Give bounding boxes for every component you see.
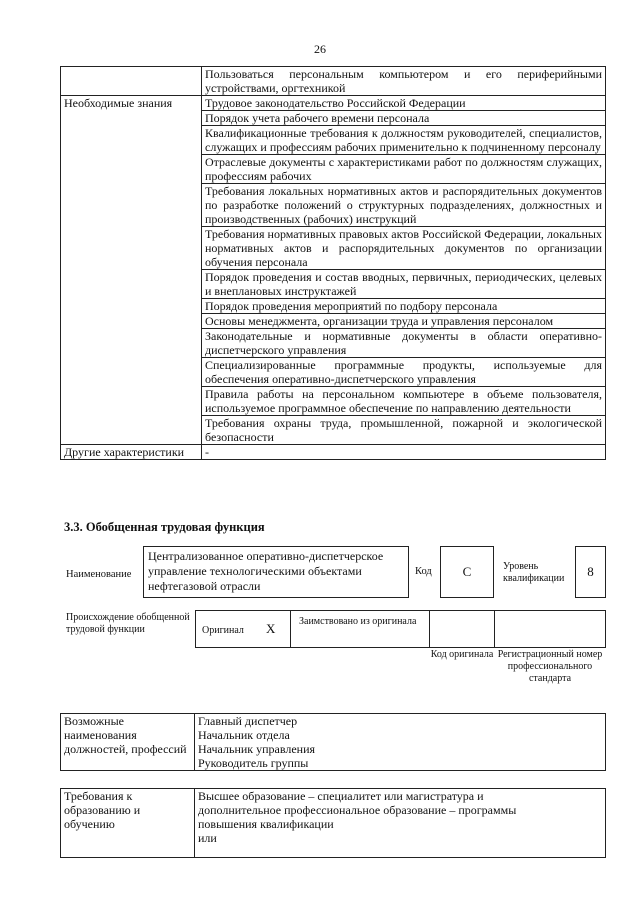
reg-number-caption: Регистрационный номер профессионального стандарта: [497, 649, 603, 684]
code-value: C: [462, 564, 472, 579]
name-label: Наименование: [66, 569, 132, 580]
education-label: Требования к образованию и обучению: [61, 789, 195, 858]
list-item: повышения квалификации: [198, 817, 334, 831]
code-label: Код: [415, 566, 432, 577]
row-text: Законодательные и нормативные документы в области оперативно-диспетчерского управления: [202, 329, 606, 358]
positions-label: Возможные наименования должностей, профессий: [61, 714, 195, 771]
positions-list: [195, 714, 606, 771]
row-text: Требования нормативных правовых актов Российской Федерации, локальных нормативных актов и распорядительных документов по организации обучения персонала: [202, 227, 606, 270]
origin-code-caption: Код оригинала: [430, 649, 494, 660]
list-item: Руководитель группы: [198, 756, 309, 770]
original-label: Оригинал: [202, 625, 244, 636]
row-text: Отраслевые документы с характеристиками работ по должностям служащих, профессиям рабочих: [202, 155, 606, 184]
list-item: дополнительное профессиональное образование – программы: [198, 803, 517, 817]
origin-label: Происхождение обобщенной трудовой функции: [66, 612, 190, 635]
list-item: Начальник отдела: [198, 728, 290, 742]
level-label: Уровень квалификации: [503, 561, 565, 584]
level-box: [575, 546, 606, 598]
function-name-value: Централизованное оперативно-диспетчерское управление технологическими объектами нефтегазовой отрасли: [148, 549, 384, 593]
origin-code-cell: [429, 610, 495, 648]
borrowed-label: Заимствовано из оригинала: [299, 616, 417, 627]
reg-number-cell: [494, 610, 606, 648]
original-mark: X: [266, 621, 276, 636]
row-text: Порядок проведения и состав вводных, первичных, периодических, целевых и внеплановых инструктажей: [202, 270, 606, 299]
row-text: Правила работы на персональном компьютере в объеме пользователя, используемое программное обеспечение по направлению деятельности: [202, 387, 606, 416]
row-text: Порядок проведения мероприятий по подбору персонала: [202, 299, 606, 314]
table-row: [61, 67, 606, 96]
section-title: 3.3. Обобщенная трудовая функция: [64, 520, 265, 534]
list-item: или: [198, 831, 217, 845]
level-value: 8: [587, 564, 594, 579]
list-item: Высшее образование – специалитет или магистратура и: [198, 789, 484, 803]
positions-table: [60, 713, 606, 771]
row-text: Требования локальных нормативных актов и распорядительных документов по разработке положений о структурных подразделениях, должностных и производственных (рабочих) инструкций: [202, 184, 606, 227]
list-item: Главный диспетчер: [198, 714, 298, 728]
row-label: [61, 67, 202, 96]
row-text: Порядок учета рабочего времени персонала: [202, 111, 606, 126]
function-name-box: [143, 546, 409, 598]
row-text: Основы менеджмента, организации труда и управления персоналом: [202, 314, 606, 329]
table-row: [61, 445, 606, 460]
row-text: Трудовое законодательство Российской Федерации: [202, 96, 606, 111]
education-table: [60, 788, 606, 858]
code-box: [440, 546, 494, 598]
list-item: Начальник управления: [198, 742, 316, 756]
row-label: Другие характеристики: [61, 445, 202, 460]
page-number: 26: [314, 42, 326, 56]
original-cell: [195, 610, 291, 648]
table-row: [61, 96, 606, 111]
row-text: Пользоваться персональным компьютером и его периферийными устройствами, оргтехникой: [202, 67, 606, 96]
borrowed-cell: [290, 610, 430, 648]
row-label: Необходимые знания: [61, 96, 202, 445]
row-text: Специализированные программные продукты, используемые для обеспечения оперативно-диспетчерского управления: [202, 358, 606, 387]
row-text: Квалификационные требования к должностям руководителей, специалистов, служащих и профессиям рабочих применительно к подчиненному персоналу: [202, 126, 606, 155]
row-text: -: [202, 445, 606, 460]
education-list: [195, 789, 606, 858]
row-text: Требования охраны труда, промышленной, пожарной и экологической безопасности: [202, 416, 606, 445]
knowledge-table: [60, 66, 606, 460]
